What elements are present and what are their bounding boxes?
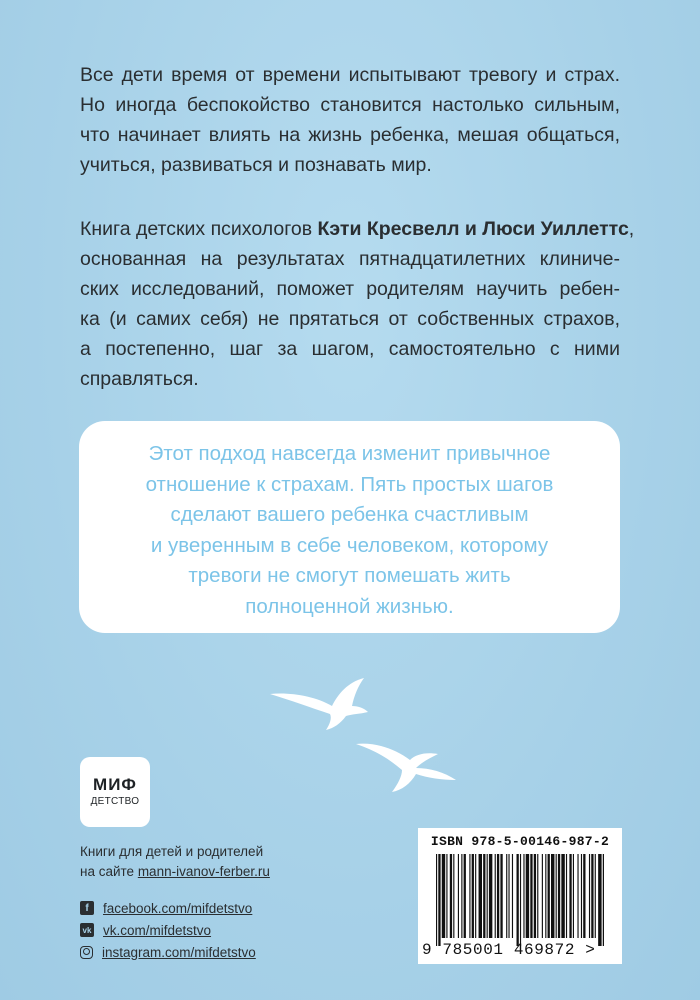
barcode-bar [497, 854, 499, 938]
barcode-bar [561, 854, 564, 938]
barcode-bar [551, 854, 554, 938]
barcode-box [418, 828, 622, 964]
barcode-bar [489, 854, 492, 938]
instagram-link[interactable]: instagram.com/mifdetstvo [102, 944, 256, 960]
quote-text [79, 439, 620, 622]
logo-line-1: МИФ [93, 775, 137, 794]
barcode-bar [453, 854, 454, 938]
barcode-bar [566, 854, 567, 938]
barcode-bar [542, 854, 543, 938]
barcode-bar [495, 854, 496, 938]
barcode-bar [583, 854, 585, 938]
barcode-bar [506, 854, 507, 938]
quote-line: тревоги не смогут помешать жить [188, 564, 511, 587]
barcode-bar [520, 854, 521, 946]
barcode-bar [517, 854, 519, 946]
authors-text: Кэти Кресвелл и Люси Уиллеттс [317, 218, 629, 240]
barcode-bar [500, 854, 502, 938]
vk-link[interactable]: vk.com/mifdetstvo [103, 922, 212, 938]
instagram-icon [80, 946, 93, 959]
logo-line-2: ДЕТСТВО [90, 796, 140, 807]
barcode-bar [469, 854, 470, 938]
quote-line: полноценной жизнью. [245, 594, 454, 618]
barcode-bar [483, 854, 485, 938]
barcode-bar [475, 854, 476, 938]
text-line: Все дети время от времени испытывают тревогу и страх. [80, 64, 620, 86]
site-url-link[interactable]: mann-ivanov-ferber.ru [137, 864, 270, 879]
site-info-line [80, 862, 270, 882]
text-line: а постепенно, шаг за шагом, самостоятельно с ними [80, 338, 620, 360]
barcode-bar [569, 854, 571, 938]
barcode-bar [508, 854, 509, 938]
site-prefix: на сайте [80, 864, 138, 879]
barcode-bars [436, 854, 604, 946]
barcode-bar [442, 854, 445, 938]
seagull-2 [356, 744, 456, 792]
barcode-bar [446, 854, 447, 938]
social-row-vk[interactable] [80, 919, 256, 941]
description-paragraph-1 [80, 60, 620, 180]
text-line: что начинает влиять на жизнь ребенка, мешая общаться, [80, 124, 620, 146]
quote-box [79, 421, 620, 633]
intro-text: Книга детских психологов [80, 218, 318, 240]
site-info [80, 842, 270, 882]
barcode-bar [438, 854, 440, 946]
quote-line: и уверенным в себе человеком, которому [150, 533, 549, 557]
text-line: Но иногда беспокойство становится настолько сильным, [80, 94, 620, 116]
site-info-line: Книги для детей и родителей [80, 844, 264, 859]
barcode-bar [472, 854, 474, 938]
social-row-facebook[interactable] [80, 897, 256, 919]
text-line [80, 214, 635, 244]
barcode-bar [450, 854, 452, 938]
barcode-bar [479, 854, 482, 938]
text-line: справляться. [80, 368, 199, 390]
barcode-bar [534, 854, 536, 938]
description-paragraph-2 [80, 214, 635, 394]
barcode-bar [595, 854, 596, 938]
barcode-bar [556, 854, 557, 938]
isbn-text: ISBN 978-5-00146-987-2 [430, 834, 610, 849]
text-line: ских исследований, поможет родителям научить ребен- [80, 278, 620, 300]
text-line: основанная на результатах пятнадцатилетних клиниче- [80, 248, 620, 270]
barcode-bar [530, 854, 532, 938]
facebook-icon: f [80, 901, 94, 915]
quote-line: отношение к страхам. Пять простых шагов [145, 472, 554, 496]
barcode-bar [548, 854, 550, 938]
barcode-bar [545, 854, 546, 938]
vk-icon: vk [80, 923, 94, 937]
barcode-bar [577, 854, 578, 938]
barcode-bar [512, 854, 513, 938]
barcode-bar [558, 854, 560, 938]
social-row-instagram[interactable] [80, 941, 256, 963]
barcode-bar [573, 854, 574, 938]
text-line: ка (и самих себя) не прятаться от собственных страхов, [80, 308, 620, 330]
barcode-bar [436, 854, 437, 946]
social-links [80, 897, 256, 963]
text-line: учиться, развиваться и познавать мир. [80, 154, 432, 176]
barcode-bar [464, 854, 466, 938]
barcode-bar [523, 854, 524, 938]
barcode-bar [458, 854, 459, 938]
barcode-bar [537, 854, 538, 938]
comma-text: , [628, 218, 635, 240]
quote-line: Этот подход навсегда изменит привычное [148, 442, 551, 465]
barcode-bar [461, 854, 462, 938]
barcode-bar [526, 854, 529, 938]
quote-line: сделают вашего ребенка счастливым [170, 503, 529, 526]
barcode-bar [589, 854, 590, 938]
seagull-1 [270, 678, 368, 730]
barcode-bar [581, 854, 582, 938]
barcode-bar [603, 854, 604, 946]
publisher-logo [80, 757, 150, 827]
barcode-bar [591, 854, 593, 938]
barcode-bar [487, 854, 488, 938]
barcode-digits: 9 785001 469872 > [422, 941, 596, 959]
facebook-link[interactable]: facebook.com/mifdetstvo [103, 900, 253, 916]
barcode-bar [598, 854, 601, 946]
seagulls-illustration [260, 672, 460, 802]
